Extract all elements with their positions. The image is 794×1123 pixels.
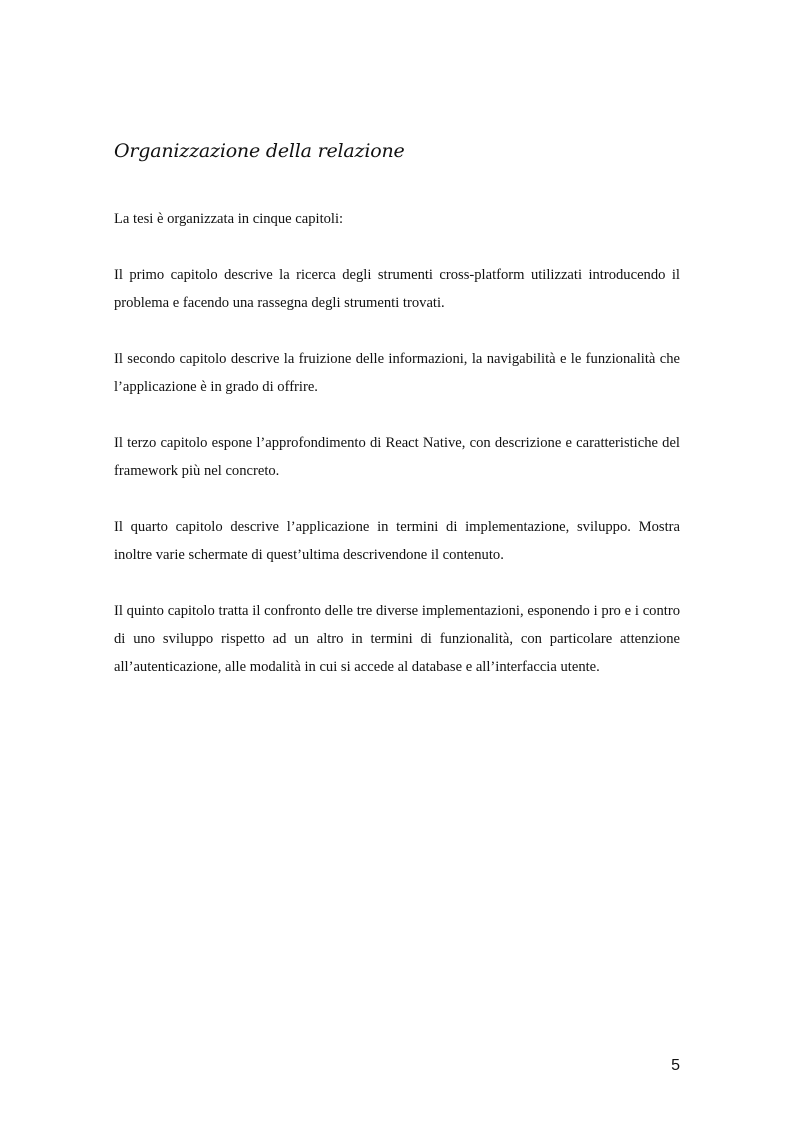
chapter-1-paragraph: Il primo capitolo descrive la ricerca degli strumenti cross-platform utilizzati introducendo il problema e facendo una rassegna degli strumenti trovati.	[114, 267, 680, 311]
chapter-2-paragraph: Il secondo capitolo descrive la fruizione delle informazioni, la navigabilità e le funzionalità che l’applicazione è in grado di offrire.	[114, 351, 680, 395]
body-text	[114, 205, 680, 709]
intro-paragraph: La tesi è organizzata in cinque capitoli:	[114, 211, 344, 227]
section-heading: Organizzazione della relazione	[114, 140, 405, 162]
chapter-4-paragraph: Il quarto capitolo descrive l’applicazione in termini di implementazione, sviluppo. Mostra inoltre varie schermate di quest’ultima descrivendone il contenuto.	[114, 519, 680, 563]
chapter-3-paragraph: Il terzo capitolo espone l’approfondimento di React Native, con descrizione e caratteristiche del framework più nel concreto.	[114, 435, 680, 479]
page-number: 5	[671, 1057, 680, 1074]
chapter-5-paragraph: Il quinto capitolo tratta il confronto delle tre diverse implementazioni, esponendo i pro e i contro di uno sviluppo rispetto ad un altro in termini di funzionalità, con particolare attenzione all’autenticazione, alle modalità in cui si accede al database e all’interfaccia utente.	[114, 603, 680, 675]
